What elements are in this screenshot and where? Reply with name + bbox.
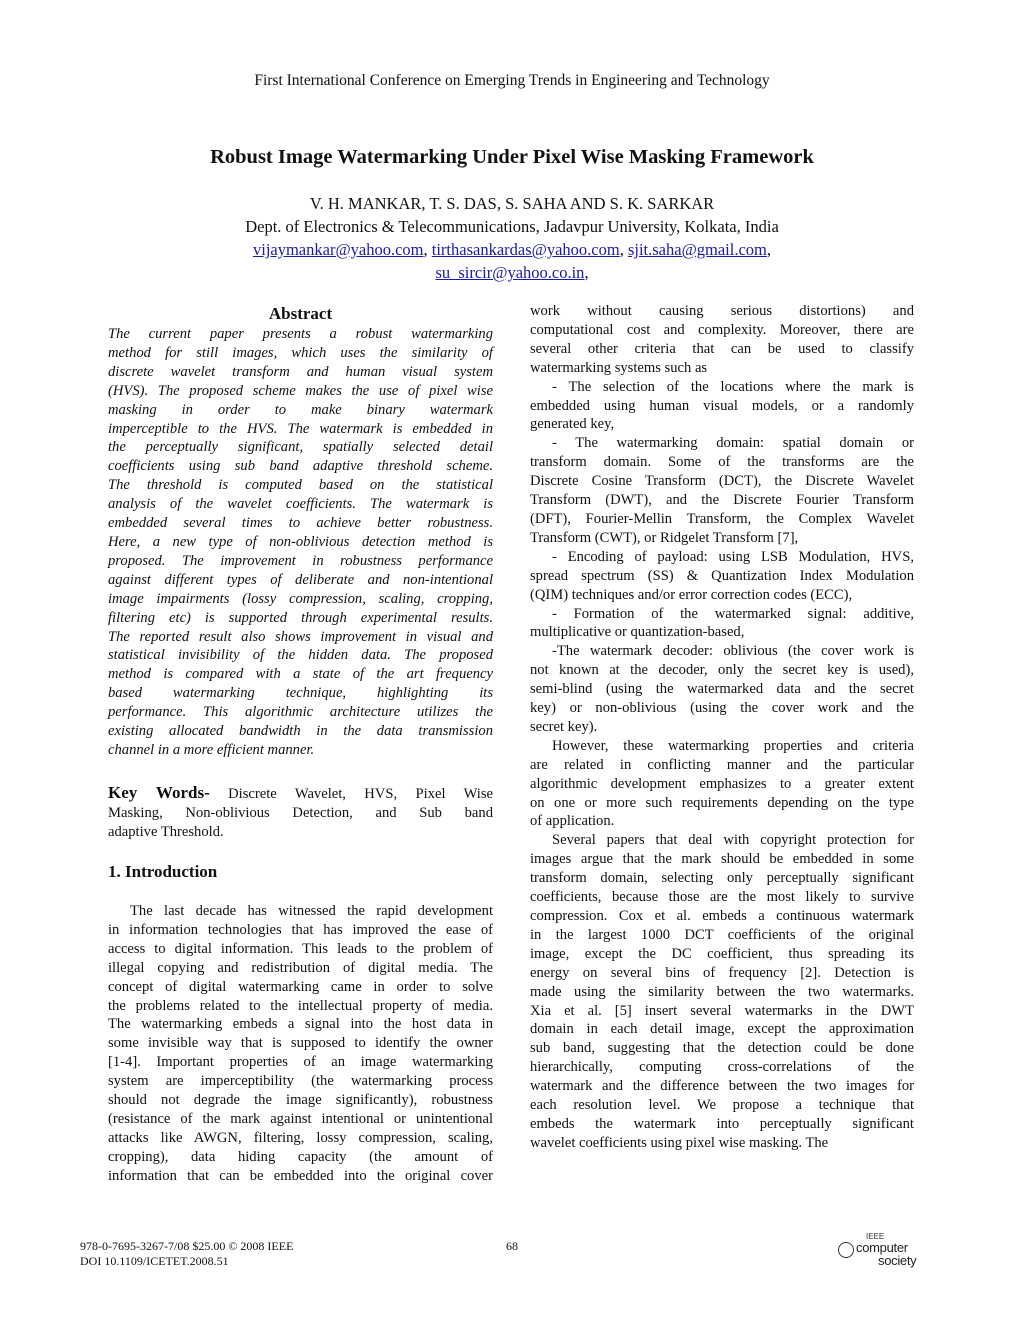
text-line: discrete wavelet transform and human visual system	[108, 363, 493, 380]
ieee-computer-society-logo	[836, 1232, 936, 1272]
abstract-heading: Abstract	[268, 304, 333, 323]
text-line: analysis of the wavelet coefficients. The watermark is	[108, 496, 493, 513]
text-line: masking in order to make binary watermark	[108, 401, 493, 418]
text-line: coefficients, because those are the most likely to survive	[530, 889, 914, 906]
right-column-text	[530, 302, 914, 1153]
text-line: performance. This algorithmic architecture utilizes the	[108, 704, 493, 721]
text-line: - Formation of the watermarked signal: additive,	[552, 605, 914, 622]
text-line: method for still images, which uses the similarity of	[108, 344, 493, 361]
keywords-text: Discrete Wavelet, HVS, Pixel Wise	[209, 786, 493, 802]
text-line: wavelet coefficients using pixel wise masking. The	[530, 1134, 829, 1151]
text-line: (resistance of the mark against intentional or unintentional	[108, 1110, 493, 1127]
text-line: However, these watermarking properties and criteria	[552, 737, 914, 754]
text-line: computational cost and complexity. Moreover, there are	[530, 321, 914, 338]
email-separator: ,	[619, 240, 628, 259]
text-line: concept of digital watermarking came in order to solve	[108, 978, 493, 995]
keywords-line: Masking, Non-oblivious Detection, and Sub band	[108, 804, 493, 821]
logo-ieee-text: IEEE	[866, 1232, 885, 1241]
keywords-heading: Key Words-	[108, 783, 210, 802]
text-line: - Encoding of payload: using LSB Modulation, HVS,	[552, 548, 914, 565]
text-line: Several papers that deal with copyright protection for	[552, 832, 914, 849]
text-line: The current paper presents a robust watermarking	[108, 326, 493, 342]
text-line: Here, a new type of non-oblivious detection method is	[108, 533, 493, 550]
text-line: on one or more such requirements depending on the type	[530, 794, 914, 811]
text-line: embeds the watermark into perceptually significant	[530, 1115, 914, 1132]
email-separator: ,	[423, 240, 432, 259]
text-line: should not degrade the image significantly), robustness	[108, 1092, 493, 1109]
text-line: channel in a more efficient manner.	[108, 741, 315, 758]
text-line: semi-blind (using the watermarked data and the secret	[530, 681, 914, 698]
text-line: generated key,	[530, 416, 615, 433]
text-line: embedded several times to achieve better robustness.	[108, 515, 493, 532]
text-line: proposed. The improvement in robustness performance	[108, 552, 493, 569]
text-line: in the largest 1000 DCT coefficients of the original	[530, 926, 914, 943]
text-line: spread spectrum (SS) & Quantization Index Modulation	[530, 567, 914, 584]
text-line: The watermarking embeds a signal into the host data in	[108, 1016, 493, 1033]
text-line: key) or non-oblivious (using the cover work and the	[530, 700, 914, 717]
text-line: watermarking systems such as	[530, 359, 708, 376]
author-list: V. H. MANKAR, T. S. DAS, S. SAHA AND S. K. SARKAR	[309, 194, 715, 213]
abstract-text	[108, 325, 493, 760]
text-line: system are imperceptibility (the watermarking process	[108, 1073, 493, 1090]
text-line: based watermarking technique, highlighting its	[108, 685, 493, 702]
text-line: Discrete Cosine Transform (DCT), the Discrete Wavelet	[530, 473, 914, 490]
text-line: -The watermark decoder: oblivious (the cover work is	[552, 643, 914, 660]
text-line: method is compared with a state of the art frequency	[108, 666, 493, 683]
text-line: access to digital information. This leads to the problem of	[108, 940, 493, 957]
text-line: Transform (CWT), or Ridgelet Transform [7],	[530, 529, 799, 546]
text-line: (QIM) techniques and/or error correction codes (ECC),	[530, 586, 853, 603]
text-line: multiplicative or quantization-based,	[530, 624, 745, 641]
doi-line: DOI 10.1109/ICETET.2008.51	[80, 1254, 229, 1268]
text-line: image, except the DC coefficient, thus spreading its	[530, 945, 914, 962]
text-line: coefficients using sub band adaptive threshold scheme.	[108, 458, 493, 475]
text-line: of application.	[530, 813, 615, 830]
text-line: embedded using human visual models, or a randomly	[530, 397, 914, 414]
text-line: [1-4]. Important properties of an image watermarking	[108, 1054, 493, 1071]
text-line: compression. Cox et al. embeds a continuous watermark	[530, 908, 914, 924]
text-line: Transform (DWT), and the Discrete Fourier Transform	[530, 492, 914, 509]
text-line: (HVS). The proposed scheme makes the use of pixel wise	[108, 382, 493, 399]
email-link[interactable]: sjit.saha@gmail.com	[627, 240, 767, 259]
page-number: 68	[506, 1239, 518, 1253]
logo-society-text: society	[878, 1253, 917, 1268]
text-line: watermark and the difference between the two images for	[530, 1078, 914, 1095]
text-line: each resolution level. We propose a technique that	[530, 1097, 914, 1114]
text-line: The reported result also shows improvement in visual and	[108, 628, 493, 645]
text-line: - The selection of the locations where the mark is	[552, 378, 914, 395]
text-line: image impairments (lossy compression, scaling, cropping,	[108, 590, 493, 607]
email-link[interactable]: vijaymankar@yahoo.com	[252, 240, 424, 259]
email-link[interactable]: su_sircir@yahoo.co.in	[435, 263, 585, 282]
text-line: The threshold is computed based on the statistical	[108, 477, 493, 494]
keywords-line	[108, 784, 493, 804]
text-line: some invisible way that is supposed to identify the owner	[108, 1035, 493, 1052]
text-line: existing allocated bandwidth in the data transmission	[108, 723, 493, 740]
text-line: the problems related to the intellectual property of media.	[108, 997, 493, 1014]
text-line: images argue that the mark should be embedded in some	[530, 851, 914, 868]
text-line: energy on several bins of frequency [2]. Detection is	[530, 964, 914, 981]
text-line: illegal copying and redistribution of digital media. The	[108, 959, 493, 976]
keywords-line: adaptive Threshold.	[108, 823, 224, 840]
text-line: algorithmic development emphasizes to a greater extent	[530, 775, 914, 792]
text-line: transform domain, selecting only perceptually significant	[530, 870, 914, 887]
text-line: several other criteria that can be used to classify	[530, 340, 914, 357]
text-line: not known at the decoder, only the secret key is used),	[530, 662, 914, 679]
affiliation: Dept. of Electronics & Telecommunications, Jadavpur University, Kolkata, India	[245, 217, 779, 236]
email-row	[0, 262, 1024, 284]
paper-title: Robust Image Watermarking Under Pixel Wise Masking Framework	[210, 146, 814, 168]
logo-computer-text: computer	[856, 1240, 908, 1255]
text-line: hierarchically, computing cross-correlations of the	[530, 1059, 914, 1076]
text-line: against different types of deliberate and non-intentional	[108, 571, 493, 588]
text-line: (DFT), Fourier-Mellin Transform, the Complex Wavelet	[530, 510, 914, 527]
text-line: are related in conflicting manner and the particular	[530, 756, 914, 773]
text-line: domain in each detail image, except the approximation	[530, 1021, 914, 1038]
text-line: The last decade has witnessed the rapid development	[130, 903, 493, 919]
email-separator: ,	[584, 263, 589, 282]
text-line: secret key).	[530, 718, 598, 735]
isbn-line: 978-0-7695-3267-7/08 $25.00 © 2008 IEEE	[80, 1239, 294, 1253]
text-line: work without causing serious distortions) and	[530, 303, 914, 319]
text-line: cropping), data hiding capacity (the amount of	[108, 1148, 493, 1165]
text-line: information that can be embedded into the original cover	[108, 1167, 493, 1184]
conference-header: First International Conference on Emerging Trends in Engineering and Technology	[254, 72, 770, 89]
text-line: sub band, suggesting that the detection could be done	[530, 1040, 914, 1057]
text-line: imperceptible to the HVS. The watermark is embedded in	[108, 420, 493, 437]
text-line: transform domain. Some of the transforms are the	[530, 454, 914, 471]
introduction-heading: 1. Introduction	[108, 862, 218, 881]
text-line: Xia et al. [5] insert several watermarks in the DWT	[530, 1002, 914, 1019]
text-line: - The watermarking domain: spatial domain or	[552, 435, 914, 452]
text-line: statistical invisibility of the hidden data. The proposed	[108, 647, 493, 664]
introduction-text	[108, 902, 493, 1186]
email-separator: ,	[766, 240, 771, 259]
email-link[interactable]: tirthasankardas@yahoo.com	[431, 240, 620, 259]
logo-circle-icon	[838, 1242, 854, 1258]
email-row	[0, 239, 1024, 261]
text-line: in information technologies that has improved the ease of	[108, 921, 493, 938]
text-line: attacks like AWGN, filtering, lossy compression, scaling,	[108, 1129, 493, 1146]
text-line: made using the similarity between the two watermarks.	[530, 983, 914, 1000]
text-line: filtering etc) is supported through experimental results.	[108, 609, 493, 626]
keywords-section	[108, 784, 493, 842]
text-line: the perceptually significant, spatially selected detail	[108, 439, 493, 456]
